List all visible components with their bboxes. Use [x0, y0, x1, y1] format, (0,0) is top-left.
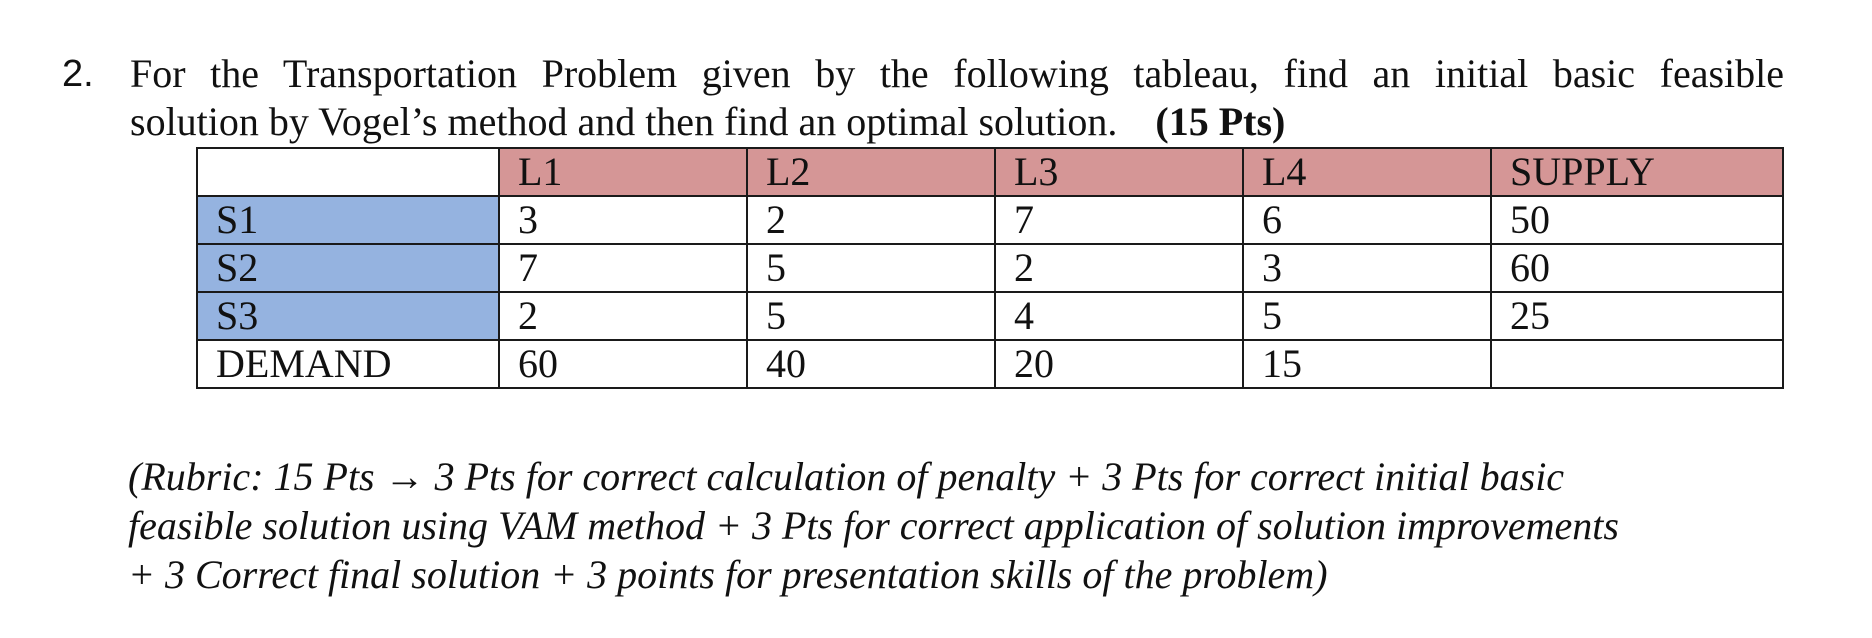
demand-cell: 40 — [747, 340, 995, 388]
cost-cell: 7 — [499, 244, 747, 292]
question-points: (15 Pts) — [1155, 99, 1286, 144]
demand-supply-empty-cell — [1491, 340, 1783, 388]
cost-cell: 2 — [499, 292, 747, 340]
tableau-demand-row — [197, 340, 1783, 388]
cost-cell: 4 — [995, 292, 1243, 340]
header-supply: SUPPLY — [1491, 148, 1783, 196]
tableau-row-s2 — [197, 244, 1783, 292]
cost-cell: 5 — [747, 244, 995, 292]
header-l2: L2 — [747, 148, 995, 196]
supply-cell: 60 — [1491, 244, 1783, 292]
row-label-s3: S3 — [197, 292, 499, 340]
question-line-1-text: For the Transportation Problem given by the following tableau, find an initial basic feasible — [130, 51, 1784, 96]
question-line-1 — [62, 50, 1784, 98]
supply-cell: 50 — [1491, 196, 1783, 244]
header-l1: L1 — [499, 148, 747, 196]
header-l3: L3 — [995, 148, 1243, 196]
demand-cell: 20 — [995, 340, 1243, 388]
tableau-row-s1 — [197, 196, 1783, 244]
cost-cell: 3 — [499, 196, 747, 244]
cost-cell: 3 — [1243, 244, 1491, 292]
transportation-tableau — [196, 147, 1784, 389]
row-label-s2: S2 — [197, 244, 499, 292]
cost-cell: 7 — [995, 196, 1243, 244]
cost-cell: 5 — [747, 292, 995, 340]
demand-cell: 15 — [1243, 340, 1491, 388]
cost-cell: 2 — [995, 244, 1243, 292]
tableau-header-row — [197, 148, 1783, 196]
cost-cell: 5 — [1243, 292, 1491, 340]
question-line-2-text: solution by Vogel’s method and then find an optimal solution. — [130, 99, 1118, 144]
question-line-2 — [62, 98, 1784, 146]
question-number: 2. — [62, 53, 94, 95]
rubric-line-2: feasible solution using VAM method + 3 Pts for correct application of solution improvements — [128, 503, 1619, 548]
rubric-line-1: (Rubric: 15 Pts → 3 Pts for correct calculation of penalty + 3 Pts for correct initial basic — [128, 454, 1565, 499]
rubric-line-3: + 3 Correct final solution + 3 points for presentation skills of the problem) — [128, 552, 1328, 597]
row-label-s1: S1 — [197, 196, 499, 244]
row-label-demand: DEMAND — [197, 340, 499, 388]
supply-cell: 25 — [1491, 292, 1783, 340]
tableau-row-s3 — [197, 292, 1783, 340]
cost-cell: 2 — [747, 196, 995, 244]
question-text — [62, 50, 1784, 146]
rubric-text — [128, 452, 1828, 599]
demand-cell: 60 — [499, 340, 747, 388]
tableau-corner-cell — [197, 148, 499, 196]
cost-cell: 6 — [1243, 196, 1491, 244]
header-l4: L4 — [1243, 148, 1491, 196]
